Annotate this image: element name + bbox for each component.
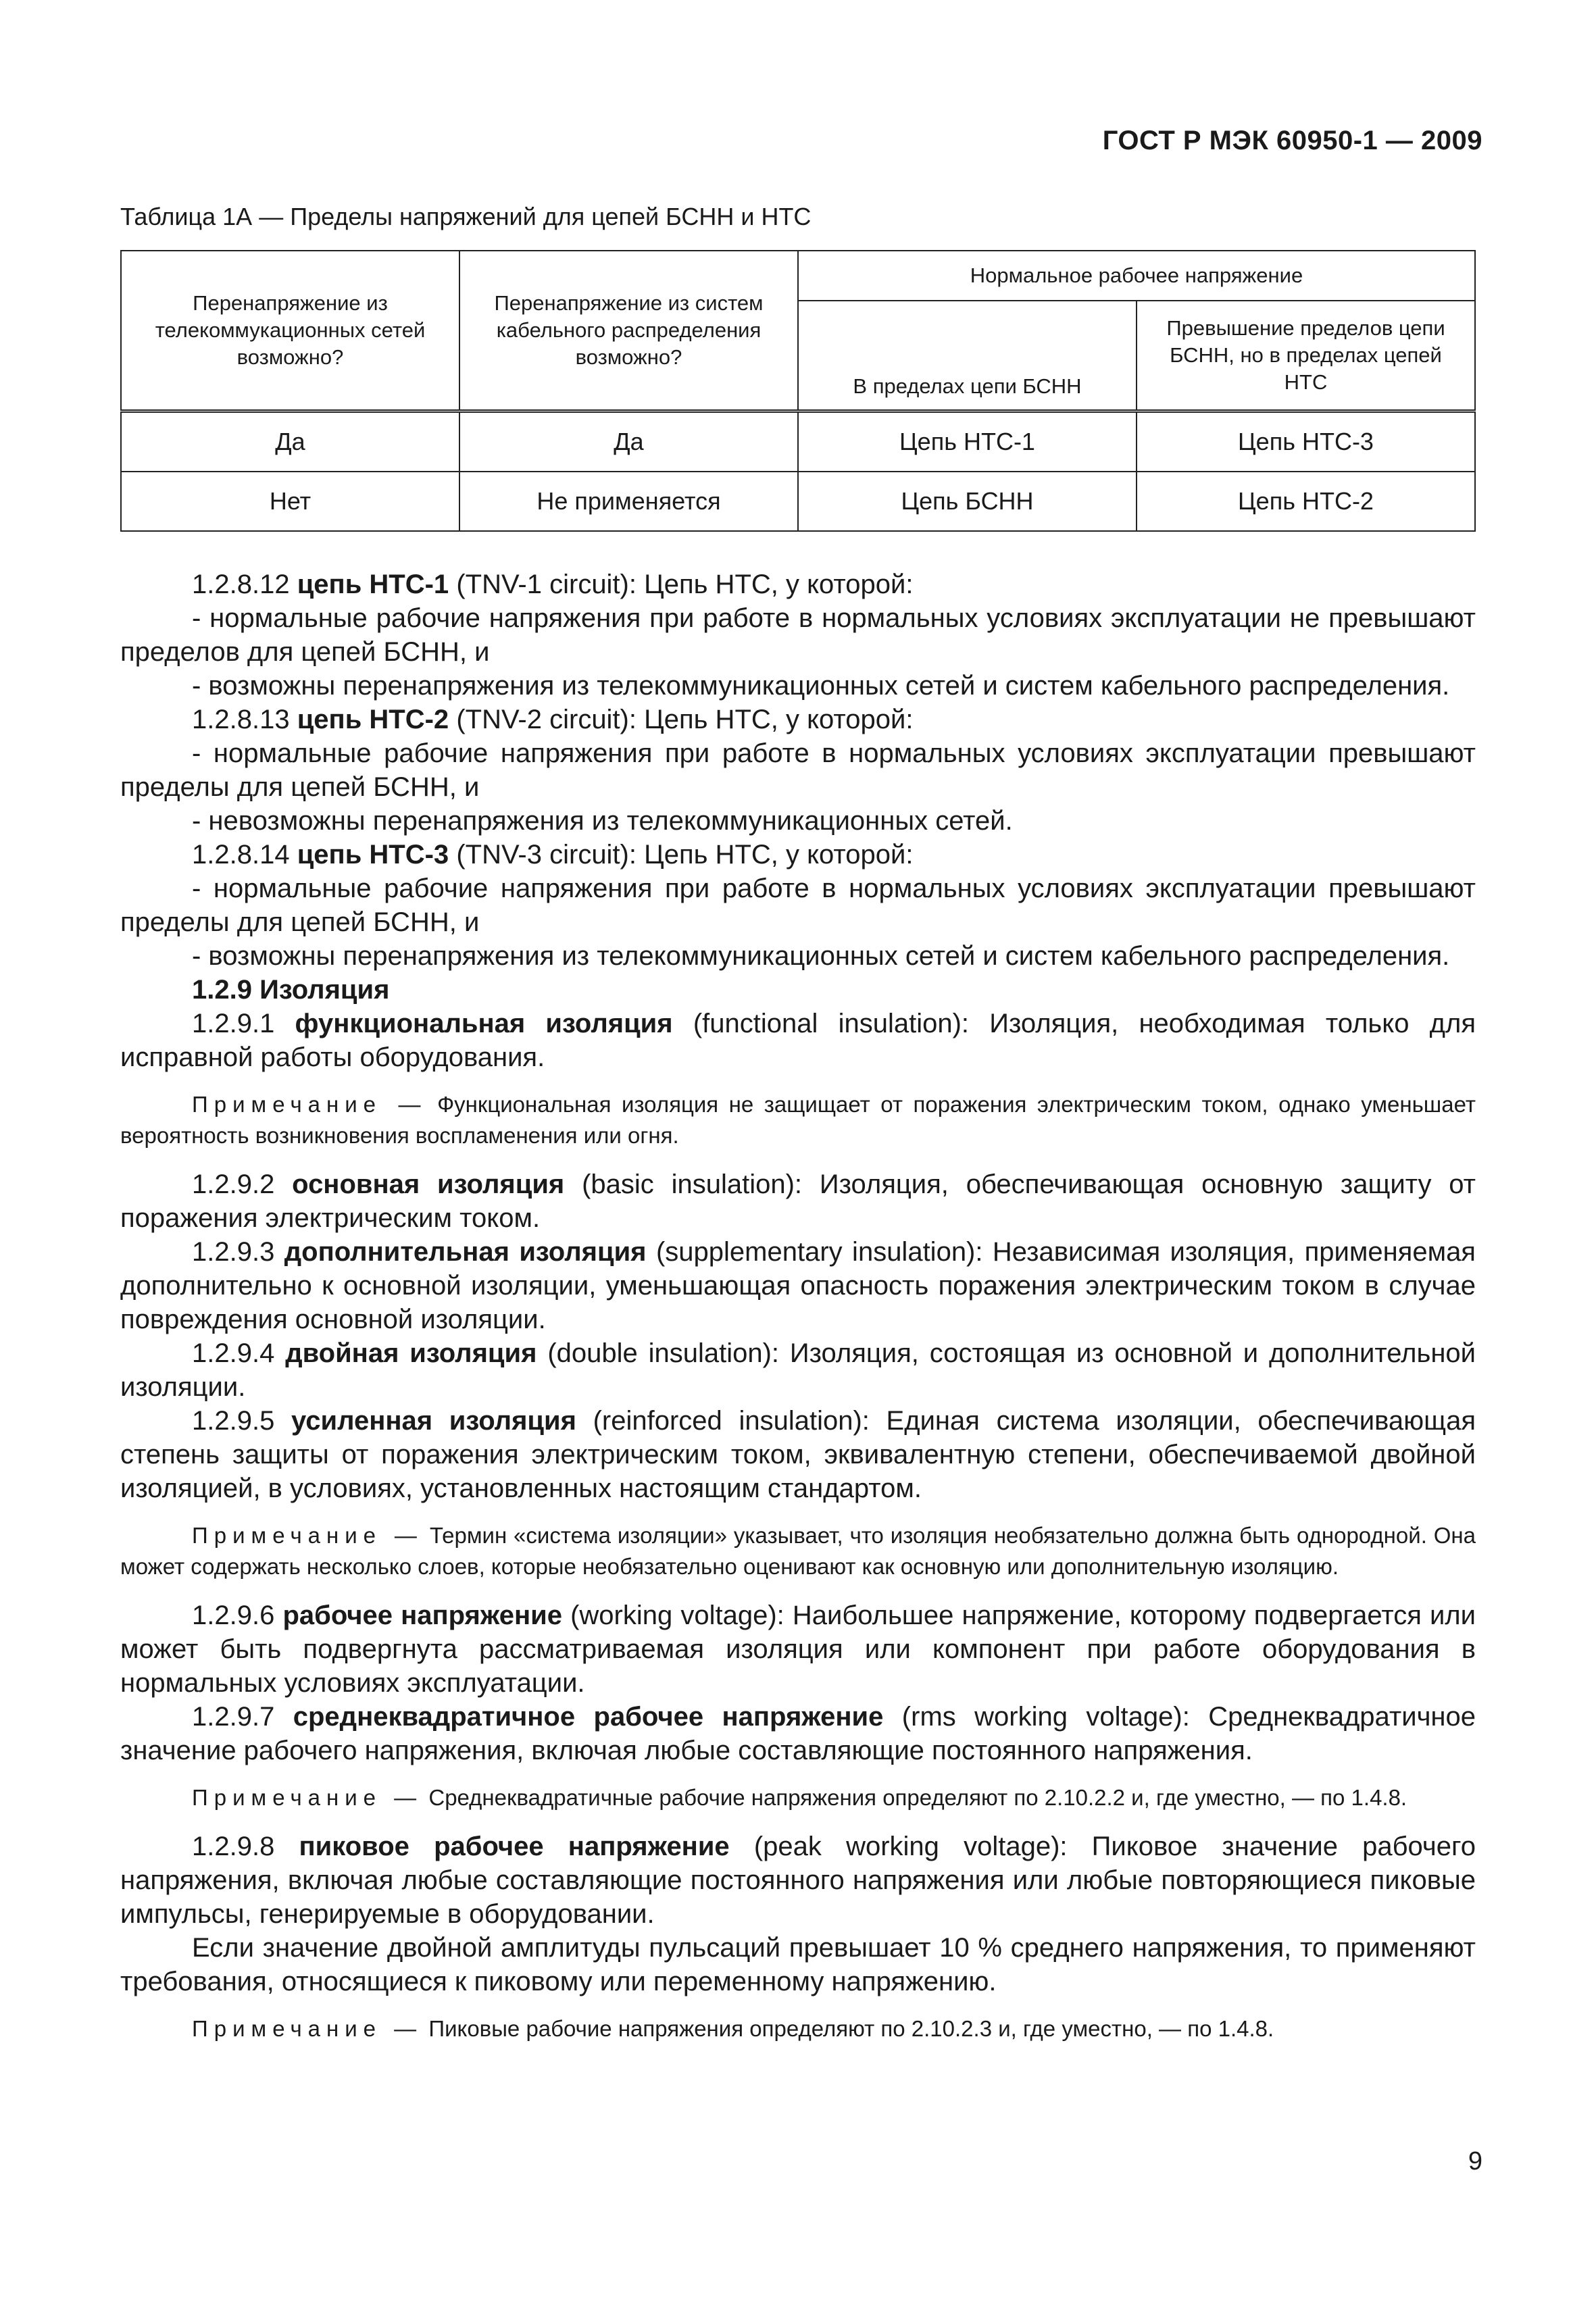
- note: [120, 1782, 1476, 1813]
- note-text: Пиковые рабочие напряжения определяют по 2.10.2.3 и, где уместно, — по 1.4.8.: [428, 2016, 1274, 2041]
- list-item: - возможны перенапряжения из телекоммуникационных сетей и систем кабельного распределения.: [192, 671, 1450, 701]
- clause-number: 1.2.8.13: [192, 705, 290, 734]
- note-text: Среднеквадратичные рабочие напряжения определяют по 2.10.2.2 и, где уместно, — по 1.4.8.: [428, 1785, 1407, 1810]
- definition: (TNV-3 circuit): Цепь НТС, у которой:: [456, 840, 914, 870]
- table-cell: Нет: [121, 472, 459, 531]
- clause-number: 1.2.9.7: [192, 1702, 275, 1732]
- note-label: Примечание —: [192, 1785, 423, 1810]
- clause-1-2-9-3: [120, 1235, 1476, 1336]
- note-label: Примечание —: [192, 2016, 423, 2041]
- definition: (working voltage): Наибольшее напряжение, которому подвергается или может быть подвергнута рассматриваемая изоляция или компонент при работе оборудования в нормальных условиях эксплуатации.: [120, 1601, 1476, 1698]
- clause-1-2-9-8: [120, 1830, 1476, 1931]
- clause-number: 1.2.9.3: [192, 1237, 275, 1267]
- table-header-group: Нормальное рабочее напряжение: [798, 251, 1475, 301]
- clause-number: 1.2.9.2: [192, 1169, 275, 1199]
- term: функциональная изоляция: [295, 1009, 673, 1038]
- term: усиленная изоляция: [291, 1406, 576, 1436]
- note: [120, 2013, 1476, 2044]
- definition: (functional insulation): Изоляция, необходимая только для исправной работы оборудования.: [120, 1009, 1476, 1072]
- clause-number: 1.2.9.6: [192, 1601, 275, 1630]
- definition: (TNV-2 circuit): Цепь НТС, у которой:: [456, 705, 914, 734]
- table-row: [121, 472, 1475, 531]
- definition: (rms working voltage): Среднеквадратичное значение рабочего напряжения, включая любые составляющие постоянного напряжения.: [120, 1702, 1476, 1765]
- note-text: Термин «система изоляции» указывает, что изоляция необязательно должна быть однородной. Она может содержать несколько слоев, которые необязательно оценивают как основную или дополнительную изоляцию.: [120, 1523, 1476, 1579]
- term: дополнительная изоляция: [284, 1237, 647, 1267]
- note-text: Функциональная изоляция не защищает от поражения электрическим током, однако уменьшает вероятность возникновения воспламенения или огня.: [120, 1092, 1476, 1148]
- paragraph: Если значение двойной амплитуды пульсаций превышает 10 % среднего напряжения, то применяют требования, относящиеся к пиковому или переменному напряжению.: [120, 1933, 1476, 1996]
- term: среднеквадратичное рабочее напряжение: [293, 1702, 884, 1732]
- clause-number: 1.2.8.14: [192, 840, 290, 870]
- definition: (supplementary insulation): Независимая изоляция, применяемая дополнительно к основной изоляции, уменьшающая опасность поражения электрическим током в случае повреждения основной изоляции.: [120, 1237, 1476, 1334]
- clause-number: 1.2.9.5: [192, 1406, 275, 1436]
- table-header-col2: Перенапряжение из систем кабельного распределения возможно?: [459, 251, 798, 411]
- clause-1-2-8-12: [120, 568, 1476, 601]
- list-item: - нормальные рабочие напряжения при работе в нормальных условиях эксплуатации превышают пределы для цепей БСНН, и: [120, 874, 1476, 937]
- clause-number: 1.2.9.4: [192, 1338, 275, 1368]
- table-cell: Да: [121, 411, 459, 472]
- table-header-sub1: В пределах цепи БСНН: [798, 301, 1137, 411]
- list-item: - нормальные рабочие напряжения при работе в нормальных условиях эксплуатации не превышают пределов для цепей БСНН, и: [120, 603, 1476, 667]
- table-cell: Цепь НТС-1: [798, 411, 1137, 472]
- definition: (TNV-1 circuit): Цепь НТС, у которой:: [456, 570, 914, 599]
- table-cell: Цепь НТС-3: [1137, 411, 1475, 472]
- definition: (double insulation): Изоляция, состоящая из основной и дополнительной изоляции.: [120, 1338, 1476, 1402]
- note-label: Примечание —: [192, 1092, 427, 1117]
- table-header-sub2: Превышение пределов цепи БСНН, но в пределах цепей НТС: [1137, 301, 1475, 411]
- definition: (reinforced insulation): Единая система изоляции, обеспечивающая степень защиты от поражения электрическим током, эквивалентную степени, обеспечиваемой двойной изоляцией, в условиях, установленных настоящим стандартом.: [120, 1406, 1476, 1503]
- term: двойная изоляция: [285, 1338, 537, 1368]
- table-caption: Таблица 1А — Пределы напряжений для цепей БСНН и НТС: [120, 203, 812, 230]
- list-item: - невозможны перенапряжения из телекоммуникационных сетей.: [192, 806, 1013, 836]
- clause-1-2-8-13: [120, 703, 1476, 736]
- document-header: ГОСТ Р МЭК 60950-1 — 2009: [1102, 126, 1482, 155]
- term: пиковое рабочее напряжение: [299, 1832, 730, 1861]
- term: рабочее напряжение: [282, 1601, 562, 1630]
- page-number: 9: [1468, 2147, 1482, 2175]
- voltage-limits-table: [120, 250, 1476, 532]
- list-item: - возможны перенапряжения из телекоммуникационных сетей и систем кабельного распределения.: [192, 941, 1450, 971]
- note: [120, 1520, 1476, 1582]
- definition: (basic insulation): Изоляция, обеспечивающая основную защиту от поражения электрическим током.: [120, 1169, 1476, 1233]
- term: цепь НТС-2: [297, 705, 449, 734]
- definition: (peak working voltage): Пиковое значение рабочего напряжения, включая любые составляющие постоянного напряжения или любые повторяющиеся пиковые импульсы, генерируемые в оборудовании.: [120, 1832, 1476, 1929]
- table-header-col1: Перенапряжение из телекоммукационных сетей возможно?: [121, 251, 459, 411]
- clause-1-2-9-5: [120, 1404, 1476, 1505]
- note-label: Примечание —: [192, 1523, 423, 1548]
- document-body: [120, 568, 1476, 2061]
- term: цепь НТС-3: [297, 840, 449, 870]
- clause-1-2-9-2: [120, 1167, 1476, 1235]
- clause-number: 1.2.9.8: [192, 1832, 275, 1861]
- clause-number: 1.2.9.1: [192, 1009, 275, 1038]
- clause-1-2-9-7: [120, 1700, 1476, 1767]
- clause-1-2-8-14: [120, 838, 1476, 872]
- note: [120, 1089, 1476, 1151]
- table-cell: Не применяется: [459, 472, 798, 531]
- clause-1-2-9-1: [120, 1007, 1476, 1074]
- section-heading: 1.2.9 Изоляция: [192, 975, 390, 1005]
- term: основная изоляция: [292, 1169, 565, 1199]
- list-item: - нормальные рабочие напряжения при работе в нормальных условиях эксплуатации превышают пределы для цепей БСНН, и: [120, 738, 1476, 802]
- table-cell: Цепь НТС-2: [1137, 472, 1475, 531]
- clause-number: 1.2.8.12: [192, 570, 290, 599]
- clause-1-2-9-4: [120, 1336, 1476, 1404]
- table-cell: Да: [459, 411, 798, 472]
- term: цепь НТС-1: [297, 570, 449, 599]
- table-row: [121, 411, 1475, 472]
- clause-1-2-9-6: [120, 1599, 1476, 1700]
- table-cell: Цепь БСНН: [798, 472, 1137, 531]
